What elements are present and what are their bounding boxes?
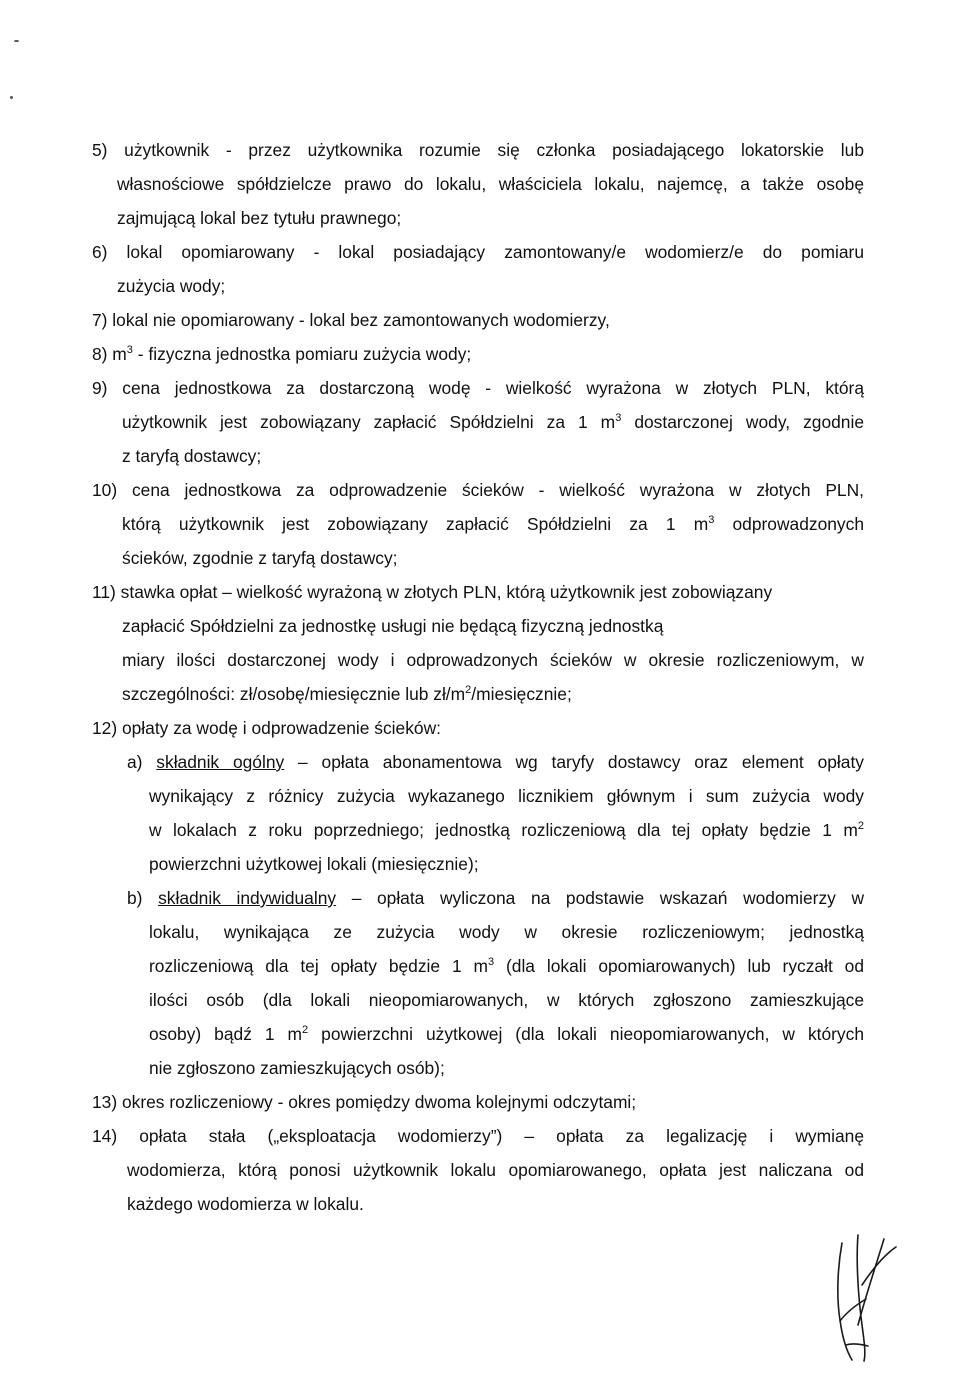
item-9-line-1: 9) cena jednostkowa za dostarczoną wodę - wielkość wyrażona w złotych PLN, którą (92, 378, 864, 398)
item-12-line-1: 12) opłaty za wodę i odprowadzenie ścieków: (92, 718, 441, 738)
scan-speck (14, 40, 19, 42)
item-14-line-2: wodomierza, którą ponosi użytkownik lokalu opomiarowanego, opłata jest naliczana od (127, 1160, 864, 1180)
item-11-line-1: 11) stawka opłat – wielkość wyrażoną w złotych PLN, którą użytkownik jest zobowiązany (92, 582, 773, 602)
item-5-line-3: zajmującą lokal bez tytułu prawnego; (117, 208, 402, 228)
item-7-line-1: 7) lokal nie opomiarowany - lokal bez zamontowanych wodomierzy, (92, 310, 610, 330)
item-10-line-2: którą użytkownik jest zobowiązany zapłacić Spółdzielni za 1 $m^3$ odprowadzonych (122, 514, 864, 534)
item-11-line-4: szczególności: zł/osobę/miesięcznie lub $zł/m^2$/miesięcznie; (122, 684, 572, 704)
item-11-line-2: zapłacić Spółdzielni za jednostkę usługi nie będącą fizyczną jednostką (122, 616, 664, 636)
item-14-line-3: każdego wodomierza w lokalu. (127, 1194, 364, 1214)
item-5-line-2: własnościowe spółdzielcze prawo do lokalu, właściciela lokalu, najemcę, a także osobę (117, 174, 864, 194)
item-5-line-1: 5) użytkownik - przez użytkownika rozumie się członka posiadającego lokatorskie lub (92, 140, 864, 160)
item-13-line-1: 13) okres rozliczeniowy - okres pomiędzy dwoma kolejnymi odczytami; (92, 1092, 637, 1112)
item-12a-line-1: a) składnik ogólny – opłata abonamentowa wg taryfy dostawcy oraz element opłaty (127, 752, 864, 772)
item-10-line-1: 10) cena jednostkowa za odprowadzenie ścieków - wielkość wyrażona w złotych PLN, (92, 480, 864, 500)
scan-speck (10, 96, 13, 99)
item-12a-line-4: powierzchni użytkowej lokali (miesięcznie); (149, 854, 479, 874)
item-12b-line-5: osoby) bądź 1 $m^2$ powierzchni użytkowej (dla lokali nieopomiarowanych, w których (149, 1024, 864, 1044)
item-8-line-1: 8) $m^3$ - fizyczna jednostka pomiaru zużycia wody; (92, 344, 472, 364)
item-12a-line-3: w lokalach z roku poprzedniego; jednostką rozliczeniową dla tej opłaty będzie 1 $m^2$ (149, 820, 864, 840)
item-9-line-3: z taryfą dostawcy; (122, 446, 262, 466)
item-12a-line-2: wynikający z różnicy zużycia wykazanego licznikiem głównym i sum zużycia wody (149, 786, 864, 806)
item-12b-line-6: nie zgłoszono zamieszkujących osób); (149, 1058, 445, 1078)
item-6-line-2: zużycia wody; (117, 276, 226, 296)
term-skladnik-ogolny: składnik ogólny (156, 752, 285, 772)
item-12b-line-1: b) składnik indywidualny – opłata wyliczona na podstawie wskazań wodomierzy w (127, 888, 865, 908)
item-6-line-1: 6) lokal opomiarowany - lokal posiadający zamontowany/e wodomierz/e do pomiaru (92, 242, 864, 262)
item-12b-line-2: lokalu, wynikająca ze zużycia wody w okresie rozliczeniowym; jednostką (149, 922, 864, 942)
item-14-line-1: 14) opłata stała („eksploatacja wodomierzy”) – opłata za legalizację i wymianę (92, 1126, 864, 1146)
item-12b-line-3: rozliczeniową dla tej opłaty będzie 1 $m^3$ (dla lokali opomiarowanych) lub ryczałt od (149, 956, 864, 976)
item-10-line-3: ścieków, zgodnie z taryfą dostawcy; (122, 548, 398, 568)
handwritten-signature (822, 1225, 912, 1365)
item-11-line-3: miary ilości dostarczonej wody i odprowadzonych ścieków w okresie rozliczeniowym, w (122, 650, 864, 670)
term-skladnik-indywidualny: składnik indywidualny (158, 888, 337, 908)
item-12b-line-4: ilości osób (dla lokali nieopomiarowanych, w których zgłoszono zamieszkujące (149, 990, 864, 1010)
item-9-line-2: użytkownik jest zobowiązany zapłacić Spółdzielni za 1 $m^3$ dostarczonej wody, zgodnie (122, 412, 864, 432)
